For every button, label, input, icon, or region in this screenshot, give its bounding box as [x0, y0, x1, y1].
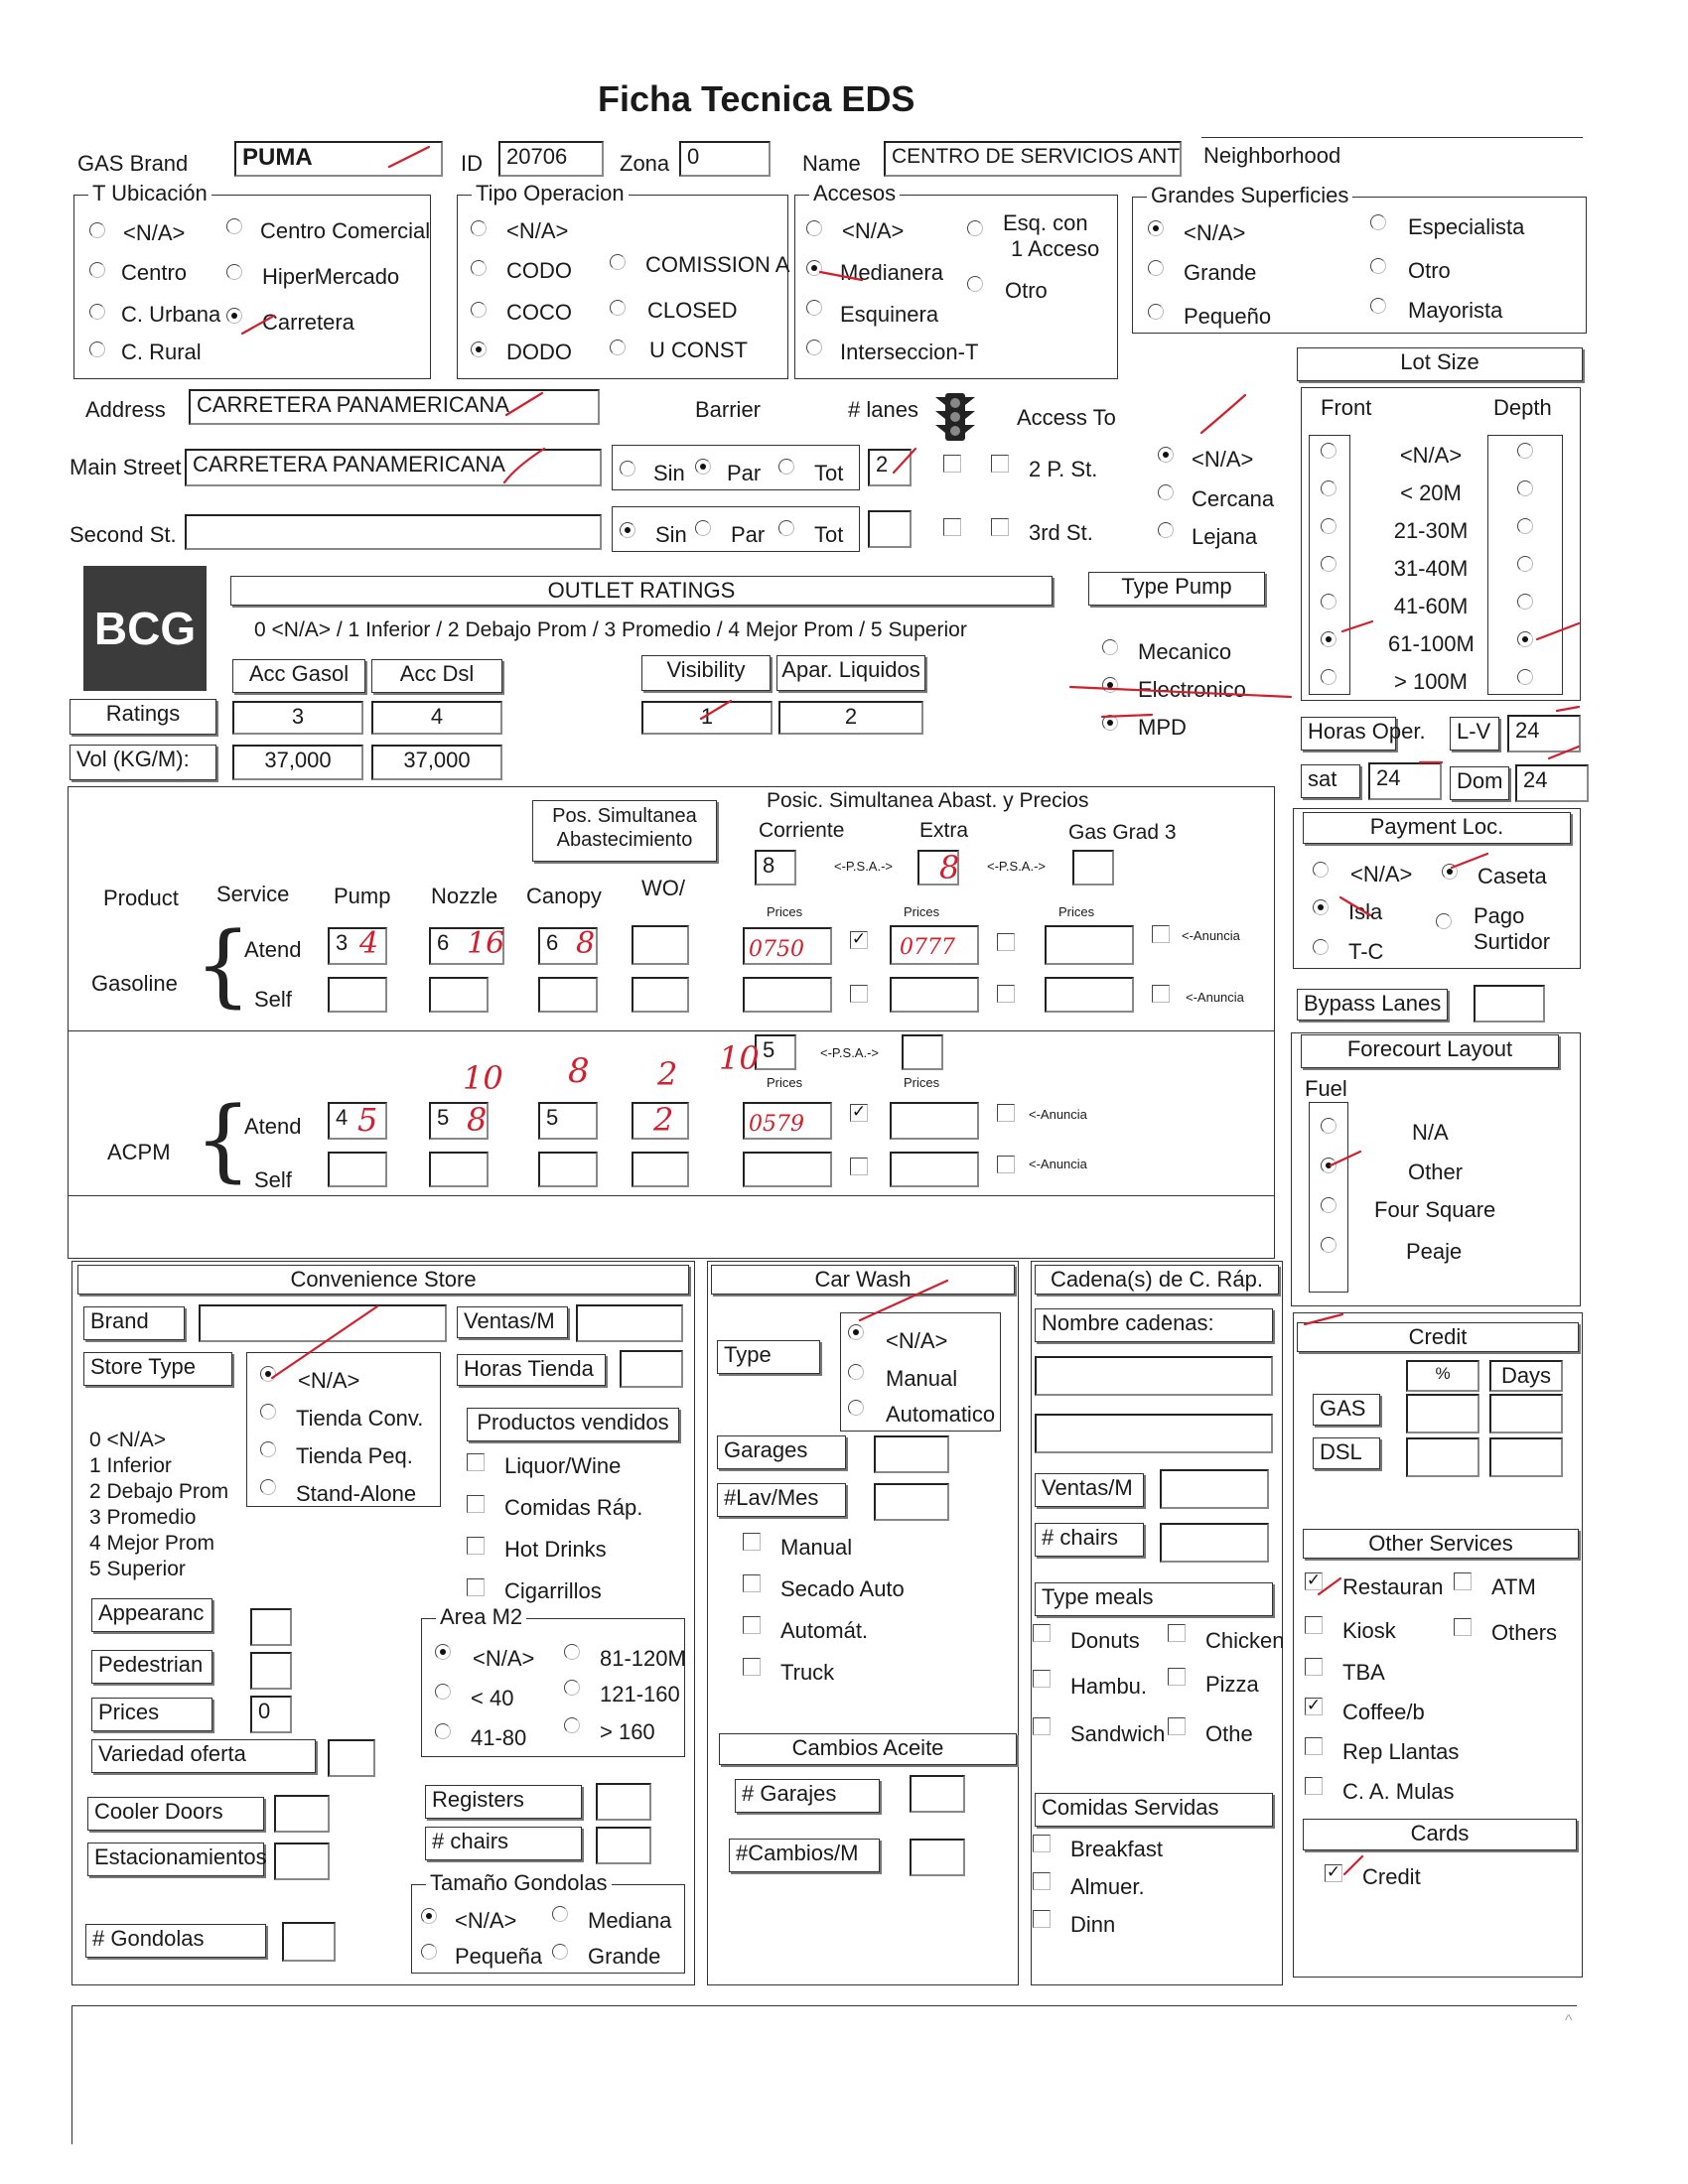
main-barrier-sin-label: Sin — [653, 461, 685, 485]
lot-depth-radio-0[interactable] — [1517, 443, 1533, 459]
abast-text: Abastecimiento — [556, 829, 693, 851]
other-service-label-1: ATM — [1491, 1574, 1536, 1599]
pump-electronico-label: Electronico — [1138, 677, 1246, 702]
hw-extra-pos: 8 — [939, 849, 960, 887]
area-40-label: < 40 — [471, 1686, 514, 1710]
pedestrian-label: Pedestrian — [91, 1650, 212, 1684]
dom-field[interactable]: 24 — [1515, 764, 1589, 802]
gas-atend-canopy-field[interactable]: 6 — [538, 927, 598, 965]
store-type-label: Store Type — [83, 1352, 232, 1386]
gasoline-label: Gasoline — [91, 971, 178, 996]
card-credit-label: Credit — [1362, 1864, 1421, 1889]
cw-auto-label: Automatico — [886, 1402, 996, 1427]
comida-label-1: Almuer. — [1070, 1874, 1145, 1899]
acpm-atend-label: Atend — [244, 1114, 302, 1139]
hw-acpm-canopy-top: 8 — [568, 1051, 590, 1091]
access-cercana-label: Cercana — [1192, 486, 1275, 511]
prices-extra-label: Prices — [904, 904, 940, 919]
scroll-up-icon[interactable]: ^ — [1565, 2012, 1573, 2029]
ubic-centro-comercial-label: Centro Comercial — [260, 218, 431, 243]
corriente-pos-field[interactable]: 8 — [755, 850, 796, 886]
tam-na-label: <N/A> — [455, 1908, 517, 1933]
lot-front-radio-4[interactable] — [1321, 594, 1336, 610]
cadena-ventas-label: Ventas/M — [1035, 1473, 1144, 1507]
acc-na-label: <N/A> — [842, 218, 905, 243]
prod-item-check-3[interactable] — [467, 1578, 485, 1596]
lot-front-radio-3[interactable] — [1321, 556, 1336, 572]
lot-depth-radio-1[interactable] — [1517, 480, 1533, 496]
service-col-label: Service — [216, 882, 290, 906]
lot-option-label-2: 21-30M — [1393, 518, 1469, 543]
store-type-peq-label: Tienda Peq. — [296, 1443, 413, 1468]
name-field[interactable]: CENTRO DE SERVICIOS ANT — [884, 141, 1182, 177]
area-41-label: 41-80 — [471, 1725, 527, 1750]
lot-size-header: Lot Size — [1297, 347, 1583, 381]
gas-atend-nozzle-field[interactable]: 6 — [429, 927, 504, 965]
other-service-label-7: C. A. Mulas — [1342, 1779, 1455, 1804]
ubic-carretera-label: Carretera — [262, 310, 354, 335]
area-legend: Area M2 — [436, 1606, 526, 1628]
prod-item-check-2[interactable] — [467, 1537, 485, 1555]
pump-mecanico-label: Mecanico — [1138, 639, 1232, 664]
lot-front-radio-6[interactable] — [1321, 669, 1336, 685]
gas-brand-field[interactable]: PUMA — [234, 141, 443, 177]
acpm-pos-field[interactable]: 5 — [755, 1034, 796, 1070]
page-title: Ficha Tecnica EDS — [598, 78, 915, 119]
address-label: Address — [85, 397, 166, 422]
other-service-label-6: Rep Llantas — [1342, 1739, 1460, 1764]
credit-header: Credit — [1297, 1322, 1579, 1352]
main-street-label: Main Street — [70, 455, 182, 479]
acc-esq-label: Esq. con — [1003, 210, 1088, 235]
store-type-na-label: <N/A> — [298, 1368, 360, 1393]
gasoline-brace: { — [195, 913, 252, 1018]
comida-label-2: Dinn — [1070, 1912, 1116, 1937]
vol-gasol-field[interactable]: 37,000 — [232, 745, 363, 780]
ubic-rural-label: C. Rural — [121, 340, 202, 364]
credit-pct-label: % — [1406, 1360, 1479, 1392]
other-service-check-2[interactable] — [1305, 1616, 1323, 1634]
access-lejana-label: Lejana — [1192, 524, 1258, 549]
store-scale-item-3: 3 Promedio — [89, 1506, 197, 1529]
acc-esquinera-label: Esquinera — [840, 302, 939, 327]
prod-item-check-1[interactable] — [467, 1495, 485, 1513]
ubic-hipermercado-label: HiperMercado — [262, 264, 400, 289]
hw-acpm-nozzle-top: 10 — [463, 1059, 503, 1097]
meal-check-3[interactable] — [1168, 1668, 1186, 1686]
meal-label-4: Sandwich — [1070, 1721, 1166, 1746]
area-na-label: <N/A> — [473, 1646, 535, 1671]
lv-field[interactable]: 24 — [1507, 715, 1581, 752]
pump-col-label: Pump — [334, 884, 391, 908]
lot-option-label-6: > 100M — [1394, 669, 1468, 694]
hw-acpm-nozzle: 8 — [467, 1101, 488, 1139]
other-service-check-6[interactable] — [1305, 1737, 1323, 1755]
acpm-atend-nozzle-field[interactable]: 5 — [429, 1102, 489, 1140]
pay-tc-label: T-C — [1348, 939, 1384, 964]
store-prices-label: Prices — [91, 1698, 212, 1731]
pos-sim-text: Pos. Simultanea — [552, 805, 697, 827]
vol-dsl-field[interactable]: 37,000 — [371, 745, 502, 780]
comida-check-2[interactable] — [1033, 1910, 1051, 1928]
hw-acpm-pos-top: 10 — [719, 1039, 760, 1077]
address-field[interactable]: CARRETERA PANAMERICANA — [189, 389, 600, 425]
store-horas-label: Horas Tienda — [457, 1354, 606, 1386]
cw-item-label-2: Automát. — [780, 1618, 869, 1643]
productos-vendidos-header: Productos vendidos — [467, 1408, 679, 1441]
comida-check-1[interactable] — [1033, 1872, 1051, 1890]
meal-check-2[interactable] — [1033, 1670, 1051, 1688]
cw-garages-label: Garages — [717, 1435, 846, 1469]
meal-label-3: Pizza — [1205, 1672, 1259, 1697]
area-81-label: 81-120M — [600, 1646, 686, 1671]
acpm-atend-anuncia-label: <-Anuncia — [1029, 1107, 1087, 1122]
comidas-servidas-label: Comidas Servidas — [1035, 1793, 1273, 1827]
prod-item-check-0[interactable] — [467, 1453, 485, 1471]
acpm-brace: { — [195, 1088, 252, 1192]
lot-front-radio-0[interactable] — [1321, 443, 1336, 459]
meal-label-1: Chicken — [1205, 1628, 1285, 1653]
cw-lav-label: #Lav/Mes — [717, 1483, 846, 1517]
store-type-conv-label: Tienda Conv. — [296, 1406, 424, 1431]
ubic-na-label: <N/A> — [123, 220, 186, 245]
tam-grande-label: Grande — [588, 1944, 661, 1969]
store-chairs-label: # chairs — [425, 1827, 582, 1860]
hw-acpm-price: 0579 — [749, 1112, 804, 1137]
pay-pago-label: Pago — [1474, 903, 1525, 928]
access-to-label: Access To — [1017, 405, 1116, 430]
meal-label-5: Othe — [1205, 1721, 1253, 1746]
lot-front-radio-5[interactable] — [1321, 631, 1336, 647]
lot-front-radio-1[interactable] — [1321, 480, 1336, 496]
other-service-label-3: Others — [1491, 1620, 1558, 1645]
lv-label: L-V — [1450, 717, 1499, 751]
psa-corriente-label: <-P.S.A.-> — [834, 859, 894, 874]
other-service-label-5: Coffee/b — [1342, 1700, 1425, 1724]
fc-foursquare-label: Four Square — [1374, 1197, 1496, 1222]
dom-label: Dom — [1450, 766, 1509, 800]
prod-item-label-0: Liquor/Wine — [504, 1453, 622, 1478]
gs-otro-label: Otro — [1408, 258, 1451, 283]
second-barrier-tot-label: Tot — [814, 522, 844, 547]
cw-type-label: Type — [717, 1340, 820, 1374]
variedad-label: Variedad oferta — [91, 1739, 316, 1773]
cadena-chairs-label: # chairs — [1035, 1523, 1144, 1557]
estac-label: Estacionamientos — [87, 1843, 264, 1876]
id-field[interactable]: 20706 — [498, 141, 604, 177]
meal-label-0: Donuts — [1070, 1628, 1140, 1653]
lot-depth-radio-5[interactable] — [1517, 631, 1533, 647]
grandes-legend: Grandes Superficies — [1147, 185, 1352, 206]
zona-label: Zona — [620, 151, 670, 176]
store-scale-item-5: 5 Superior — [89, 1558, 186, 1580]
prod-item-label-3: Cigarrillos — [504, 1578, 602, 1603]
store-scale-item-0: 0 <N/A> — [89, 1429, 167, 1451]
lot-option-label-5: 61-100M — [1388, 631, 1475, 656]
acpm-prices-label: Prices — [767, 1075, 803, 1090]
car-wash-header: Car Wash — [711, 1265, 1015, 1295]
cw-garajes-label: # Garajes — [735, 1779, 880, 1813]
cadena-header: Cadena(s) de C. Ráp. — [1035, 1265, 1279, 1295]
lot-depth-label: Depth — [1493, 395, 1552, 420]
store-scale-item-1: 1 Inferior — [89, 1454, 172, 1477]
lot-option-label-4: 41-60M — [1393, 594, 1469, 618]
hw-acpm-wo: 2 — [653, 1101, 674, 1139]
two-p-st-label: 2 P. St. — [1029, 457, 1098, 481]
other-service-check-1[interactable] — [1454, 1572, 1472, 1590]
pay-surtidor-label: Surtidor — [1474, 929, 1551, 954]
payment-header: Payment Loc. — [1303, 812, 1571, 844]
cw-item-check-0[interactable] — [743, 1533, 761, 1551]
product-col-label: Product — [103, 886, 179, 910]
zona-field[interactable]: 0 — [679, 141, 771, 177]
other-service-label-0: Restauran — [1342, 1574, 1444, 1599]
second-street-label: Second St. — [70, 522, 177, 547]
acpm-label: ACPM — [107, 1140, 171, 1164]
meal-check-1[interactable] — [1168, 1624, 1186, 1642]
cw-na-label: <N/A> — [886, 1328, 948, 1353]
other-service-check-7[interactable] — [1305, 1777, 1323, 1795]
registers-label: Registers — [425, 1785, 582, 1819]
store-scale-item-4: 4 Mejor Prom — [89, 1532, 215, 1555]
rating-apar-field[interactable]: 2 — [778, 701, 923, 735]
meal-check-4[interactable] — [1033, 1717, 1051, 1735]
gas-brand-label: GAS Brand — [77, 151, 189, 176]
rating-visibility-field[interactable]: 1 — [641, 701, 773, 735]
lot-front-radio-2[interactable] — [1321, 518, 1336, 534]
outlet-ratings-header: OUTLET RATINGS — [230, 576, 1053, 606]
type-pump-header: Type Pump — [1088, 572, 1265, 606]
acc-interseccion-label: Interseccion-T — [840, 340, 979, 364]
rating-gasol-field[interactable]: 3 — [232, 701, 363, 735]
store-prices-field[interactable]: 0 — [250, 1696, 292, 1733]
other-service-check-5[interactable] — [1305, 1698, 1323, 1715]
fc-other-label: Other — [1408, 1160, 1464, 1184]
cw-item-check-3[interactable] — [743, 1658, 761, 1676]
credit-dsl-label: DSL — [1313, 1437, 1380, 1469]
prices-grad-label: Prices — [1058, 904, 1095, 919]
sat-label: sat — [1301, 764, 1360, 798]
sat-field[interactable]: 24 — [1368, 762, 1442, 800]
acpm-prices2-label: Prices — [904, 1075, 940, 1090]
nombre-cadenas-label: Nombre cadenas: — [1035, 1308, 1273, 1342]
tamano-legend: Tamaño Gondolas — [426, 1872, 612, 1894]
t-ubicacion-legend: T Ubicación — [88, 183, 211, 205]
op-dodo-label: DODO — [506, 340, 572, 364]
credit-days-label: Days — [1489, 1360, 1563, 1392]
psa-extra-label: <-P.S.A.-> — [987, 859, 1047, 874]
pay-caseta-label: Caseta — [1477, 864, 1547, 888]
fc-peaje-label: Peaje — [1406, 1239, 1463, 1264]
other-service-check-4[interactable] — [1305, 1658, 1323, 1676]
third-st-label: 3rd St. — [1029, 520, 1093, 545]
lot-depth-radio-6[interactable] — [1517, 669, 1533, 685]
acc-dsl-header: Acc Dsl — [371, 659, 502, 693]
other-service-check-0[interactable] — [1305, 1572, 1323, 1590]
area-121-label: 121-160 — [600, 1682, 680, 1706]
gs-pequeno-label: Pequeño — [1184, 304, 1272, 329]
wo-col-label: WO/ — [641, 876, 685, 900]
acpm-self-label: Self — [254, 1167, 292, 1192]
meal-check-0[interactable] — [1033, 1624, 1051, 1642]
prices-corr-label: Prices — [767, 904, 803, 919]
hw-gas-canopy: 8 — [576, 926, 596, 961]
id-label: ID — [461, 151, 483, 176]
acpm-self-anuncia-label: <-Anuncia — [1029, 1157, 1087, 1171]
main-lanes-field[interactable]: 2 — [868, 449, 912, 486]
cw-manual-label: Manual — [886, 1366, 958, 1391]
comida-label-0: Breakfast — [1070, 1837, 1163, 1861]
gs-grande-label: Grande — [1184, 260, 1257, 285]
other-service-check-3[interactable] — [1454, 1618, 1472, 1636]
main-street-field[interactable]: CARRETERA PANAMERICANA — [185, 449, 602, 486]
other-service-label-4: TBA — [1342, 1660, 1385, 1685]
posic-simultanea-header: Posic. Simultanea Abast. y Precios — [767, 789, 1089, 812]
acc-gasol-header: Acc Gasol — [232, 659, 365, 693]
cooler-label: Cooler Doors — [87, 1797, 264, 1831]
tipo-operacion-legend: Tipo Operacion — [472, 183, 629, 205]
credit-gas-label: GAS — [1313, 1394, 1380, 1426]
op-closed-label: CLOSED — [647, 298, 738, 323]
op-uconst-label: U CONST — [649, 338, 748, 362]
extra-label: Extra — [919, 819, 969, 842]
prod-item-label-2: Hot Drinks — [504, 1537, 607, 1562]
hw-acpm-pump: 5 — [357, 1101, 378, 1139]
corriente-label: Corriente — [759, 819, 845, 842]
other-service-label-2: Kiosk — [1342, 1618, 1396, 1643]
acpm-atend-canopy-field[interactable]: 5 — [538, 1102, 598, 1140]
op-coco-label: COCO — [506, 300, 572, 325]
lot-depth-radio-2[interactable] — [1517, 518, 1533, 534]
lot-depth-radio-4[interactable] — [1517, 594, 1533, 610]
cw-item-label-1: Secado Auto — [780, 1576, 905, 1601]
store-type-standalone-label: Stand-Alone — [296, 1481, 417, 1506]
gas-atend-label: Atend — [244, 937, 302, 962]
lot-option-label-3: 31-40M — [1393, 556, 1469, 581]
type-meals-label: Type meals — [1035, 1582, 1273, 1616]
cw-item-label-0: Manual — [780, 1535, 853, 1560]
meal-check-5[interactable] — [1168, 1717, 1186, 1735]
name-label: Name — [802, 151, 861, 176]
gas-atend-pump-field[interactable]: 3 — [328, 927, 387, 965]
gas-grad-label: Gas Grad 3 — [1068, 821, 1177, 844]
access-na-label: <N/A> — [1192, 447, 1254, 472]
hw-price-corriente: 0750 — [749, 937, 804, 962]
forecourt-header: Forecourt Layout — [1301, 1034, 1559, 1068]
fc-na-label: N/A — [1412, 1120, 1449, 1145]
acc-otro-label: Otro — [1005, 278, 1048, 303]
fuel-label: Fuel — [1305, 1076, 1347, 1101]
pump-mpd-label: MPD — [1138, 715, 1187, 740]
gas-self-anuncia-label: <-Anuncia — [1186, 990, 1244, 1005]
lot-depth-radio-3[interactable] — [1517, 556, 1533, 572]
gas-self-label: Self — [254, 987, 292, 1012]
gs-especialista-label: Especialista — [1408, 214, 1525, 239]
gs-mayorista-label: Mayorista — [1408, 298, 1503, 323]
comida-check-0[interactable] — [1033, 1835, 1051, 1852]
nozzle-col-label: Nozzle — [431, 884, 498, 908]
convenience-store-header: Convenience Store — [77, 1265, 689, 1295]
gondolas-label: # Gondolas — [85, 1924, 266, 1958]
lanes-label: # lanes — [848, 397, 918, 422]
main-barrier-tot-label: Tot — [814, 461, 844, 485]
lot-option-label-0: <N/A> — [1399, 443, 1463, 468]
cards-header: Cards — [1303, 1819, 1577, 1850]
appearance-label: Appearanc — [91, 1598, 212, 1632]
cw-item-check-1[interactable] — [743, 1574, 761, 1592]
lot-front-label: Front — [1321, 395, 1372, 420]
main-barrier-par-label: Par — [727, 461, 762, 485]
ubic-urbana-label: C. Urbana — [121, 302, 221, 327]
store-scale-item-2: 2 Debajo Prom — [89, 1480, 229, 1503]
acc-1acceso-label: 1 Acceso — [1011, 236, 1100, 261]
apar-liquidos-header: Apar. Liquidos — [776, 655, 925, 691]
neighborhood-label: Neighborhood — [1203, 143, 1341, 168]
ubic-centro-label: Centro — [121, 260, 188, 285]
acpm-atend-pump-field[interactable]: 4 — [328, 1102, 387, 1140]
hw-gas-pump: 4 — [359, 926, 379, 961]
rating-dsl-field[interactable]: 4 — [371, 701, 502, 735]
bypass-lanes-label: Bypass Lanes — [1297, 989, 1448, 1021]
vol-label: Vol (KG/M): — [70, 745, 216, 780]
meal-label-2: Hambu. — [1070, 1674, 1148, 1699]
visibility-header: Visibility — [641, 655, 771, 691]
cw-item-label-3: Truck — [780, 1660, 835, 1685]
canopy-col-label: Canopy — [526, 884, 602, 908]
op-na-label: <N/A> — [506, 218, 569, 243]
op-codo-label: CODO — [506, 258, 572, 283]
cw-item-check-2[interactable] — [743, 1616, 761, 1634]
accesos-legend: Accesos — [809, 183, 900, 205]
ratings-row-label: Ratings — [70, 699, 216, 735]
second-barrier-sin-label: Sin — [655, 522, 687, 547]
gs-na-label: <N/A> — [1184, 220, 1246, 245]
prod-item-label-1: Comidas Ráp. — [504, 1495, 643, 1520]
barrier-label: Barrier — [695, 397, 762, 422]
cambios-aceite-header: Cambios Aceite — [719, 1733, 1017, 1765]
tam-pequena-label: Pequeña — [455, 1944, 543, 1969]
op-comission-label: COMISSION A — [645, 252, 790, 277]
area-160-label: > 160 — [600, 1719, 655, 1744]
bcg-logo: BCG — [83, 566, 207, 691]
hw-gas-nozzle: 16 — [467, 926, 505, 961]
hw-acpm-wo-top: 2 — [657, 1055, 678, 1093]
horas-oper-label: Horas Oper. — [1301, 717, 1396, 751]
store-brand-label: Brand — [83, 1306, 185, 1340]
psa-acpm-label: <-P.S.A.-> — [820, 1045, 880, 1060]
pay-na-label: <N/A> — [1350, 862, 1413, 887]
store-ventas-label: Ventas/M — [457, 1306, 568, 1338]
rating-scale-legend: 0 <N/A> / 1 Inferior / 2 Debajo Prom / 3 Promedio / 4 Mejor Prom / 5 Superior — [254, 618, 967, 641]
cw-cambios-label: #Cambios/M — [729, 1839, 880, 1872]
hw-price-extra: 0777 — [900, 935, 955, 960]
second-barrier-par-label: Par — [731, 522, 766, 547]
pay-isla-label: Isla — [1348, 899, 1383, 924]
acc-medianera-label: Medianera — [840, 260, 943, 285]
lot-option-label-1: < 20M — [1400, 480, 1462, 505]
gas-atend-anuncia-label: <-Anuncia — [1182, 928, 1240, 943]
other-services-header: Other Services — [1303, 1529, 1579, 1559]
tam-mediana-label: Mediana — [588, 1908, 672, 1933]
